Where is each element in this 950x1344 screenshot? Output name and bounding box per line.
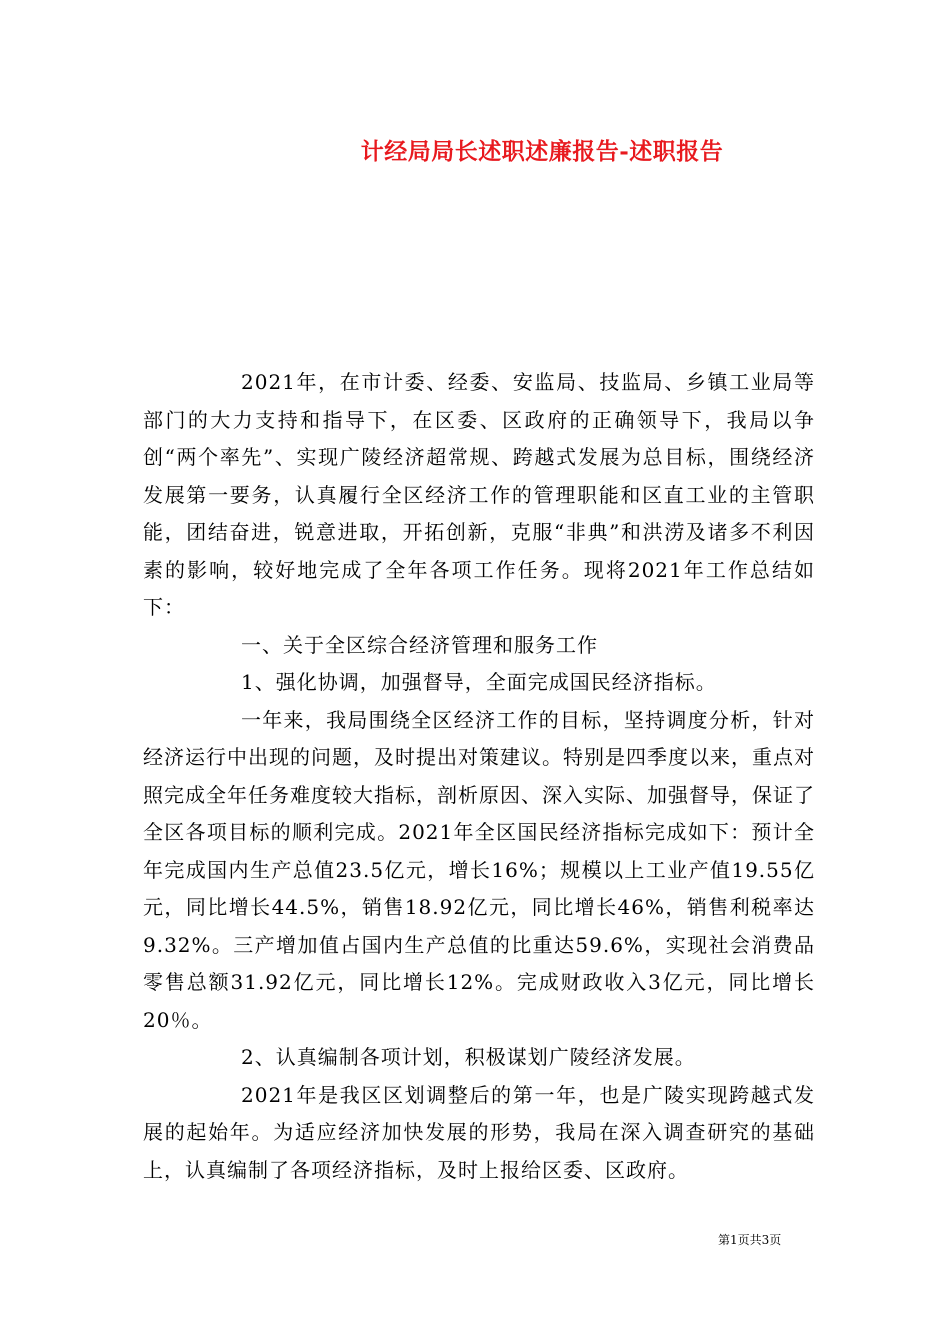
paragraph-intro: 2021年，在市计委、经委、安监局、技监局、乡镇工业局等部门的大力支持和指导下，在区委、区政府的正确领导下，我局以争创“两个率先”、实现广陵经济超常规、跨越式发展为总目标，围绕经济发展第一要务，认真履行全区经济工作的管理职能和区直工业的主管职能，团结奋进，锐意进取，开拓创新，克服“非典”和洪涝及诸多不利因素的影响，较好地完成了全年各项工作任务。现将2021年工作总结如下： [143,370,815,619]
paragraph-economic-indicators: 一年来，我局围绕全区经济工作的目标，坚持调度分析，针对经济运行中出现的问题，及时提出对策建议。特别是四季度以来，重点对照完成全年任务难度较大指标，剖析原因、深入实际、加强督导，保证了全区各项目标的顺利完成。2021年全区国民经济指标完成如下：预计全年完成国内生产总值23.5亿元，增长16%；规模以上工业产值19.55亿元，同比增长44.5%，销售18.92亿元，同比增长46%，销售利税率达9.32%。三产增加值占国内生产总值的比重达59.6%，实现社会消费品零售总额31.92亿元，同比增长12%。完成财政收入3亿元，同比增长20％。 [143,707,815,1032]
document-title: 计经局局长述职述廉报告-述职报告 [360,138,724,165]
subheading-2: 2、认真编制各项计划，积极谋划广陵经济发展。 [241,1045,696,1069]
subheading-1: 1、强化协调，加强督导，全面完成国民经济指标。 [241,670,717,694]
page-number: 第1页共3页 [718,1233,782,1247]
section-heading-1: 一、关于全区综合经济管理和服务工作 [241,632,598,657]
document-body [143,364,815,1189]
paragraph-planning: 2021年是我区区划调整后的第一年，也是广陵实现跨越式发展的起始年。为适应经济加快发展的形势，我局在深入调查研究的基础上，认真编制了各项经济指标，及时上报给区委、区政府。 [143,1082,815,1182]
